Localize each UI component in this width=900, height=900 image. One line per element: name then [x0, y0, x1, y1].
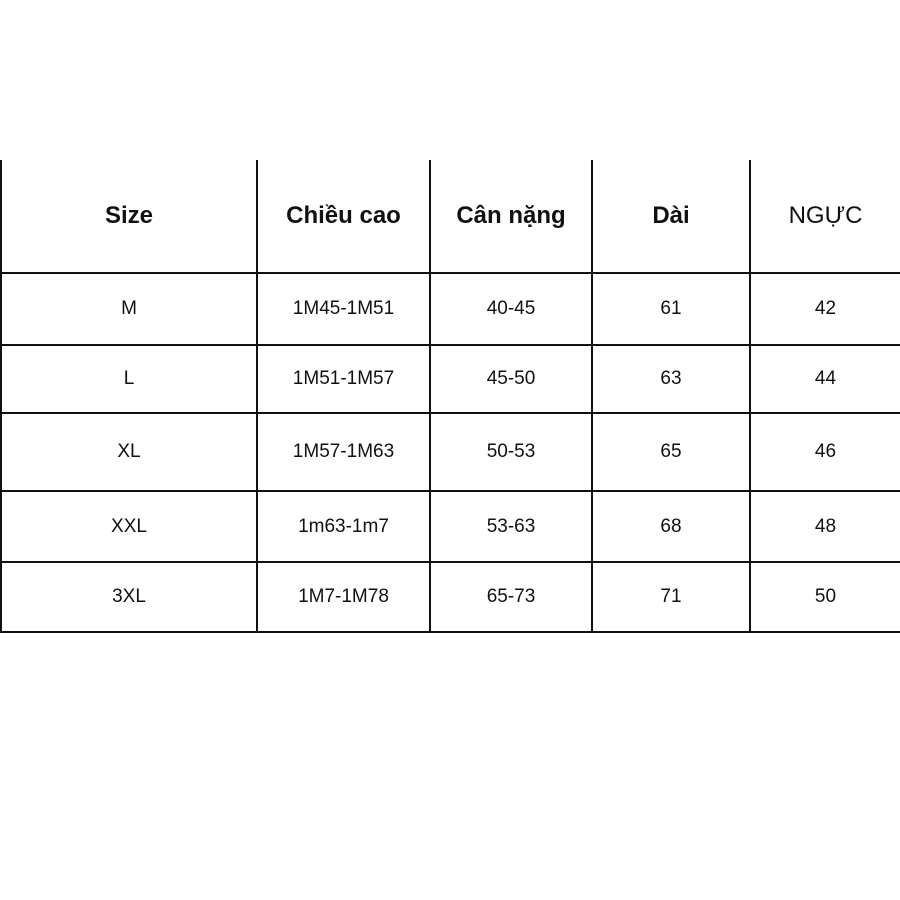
- cell-length: 71: [592, 562, 750, 632]
- header-row: [1, 160, 900, 273]
- table-row: [1, 273, 900, 345]
- header-size: Size: [1, 160, 257, 273]
- cell-weight: 65-73: [430, 562, 592, 632]
- table-row: [1, 562, 900, 632]
- table-header: [1, 160, 900, 273]
- cell-length: 63: [592, 345, 750, 413]
- cell-size: M: [1, 273, 257, 345]
- cell-chest: 46: [750, 413, 900, 491]
- cell-height: 1M57-1M63: [257, 413, 430, 491]
- table-body: [1, 273, 900, 632]
- header-length: Dài: [592, 160, 750, 273]
- table-row: [1, 413, 900, 491]
- cell-height: 1M51-1M57: [257, 345, 430, 413]
- cell-chest: 48: [750, 491, 900, 562]
- header-height: Chiều cao: [257, 160, 430, 273]
- cell-height: 1M45-1M51: [257, 273, 430, 345]
- header-weight: Cân nặng: [430, 160, 592, 273]
- cell-length: 61: [592, 273, 750, 345]
- cell-size: XL: [1, 413, 257, 491]
- cell-length: 65: [592, 413, 750, 491]
- cell-chest: 50: [750, 562, 900, 632]
- header-chest: NGỰC: [750, 160, 900, 273]
- cell-chest: 42: [750, 273, 900, 345]
- cell-size: XXL: [1, 491, 257, 562]
- cell-weight: 40-45: [430, 273, 592, 345]
- table-row: [1, 345, 900, 413]
- size-chart-table: [0, 160, 900, 633]
- cell-size: L: [1, 345, 257, 413]
- cell-chest: 44: [750, 345, 900, 413]
- cell-weight: 53-63: [430, 491, 592, 562]
- cell-weight: 50-53: [430, 413, 592, 491]
- cell-size: 3XL: [1, 562, 257, 632]
- cell-height: 1M7-1M78: [257, 562, 430, 632]
- cell-length: 68: [592, 491, 750, 562]
- table-row: [1, 491, 900, 562]
- cell-weight: 45-50: [430, 345, 592, 413]
- cell-height: 1m63-1m7: [257, 491, 430, 562]
